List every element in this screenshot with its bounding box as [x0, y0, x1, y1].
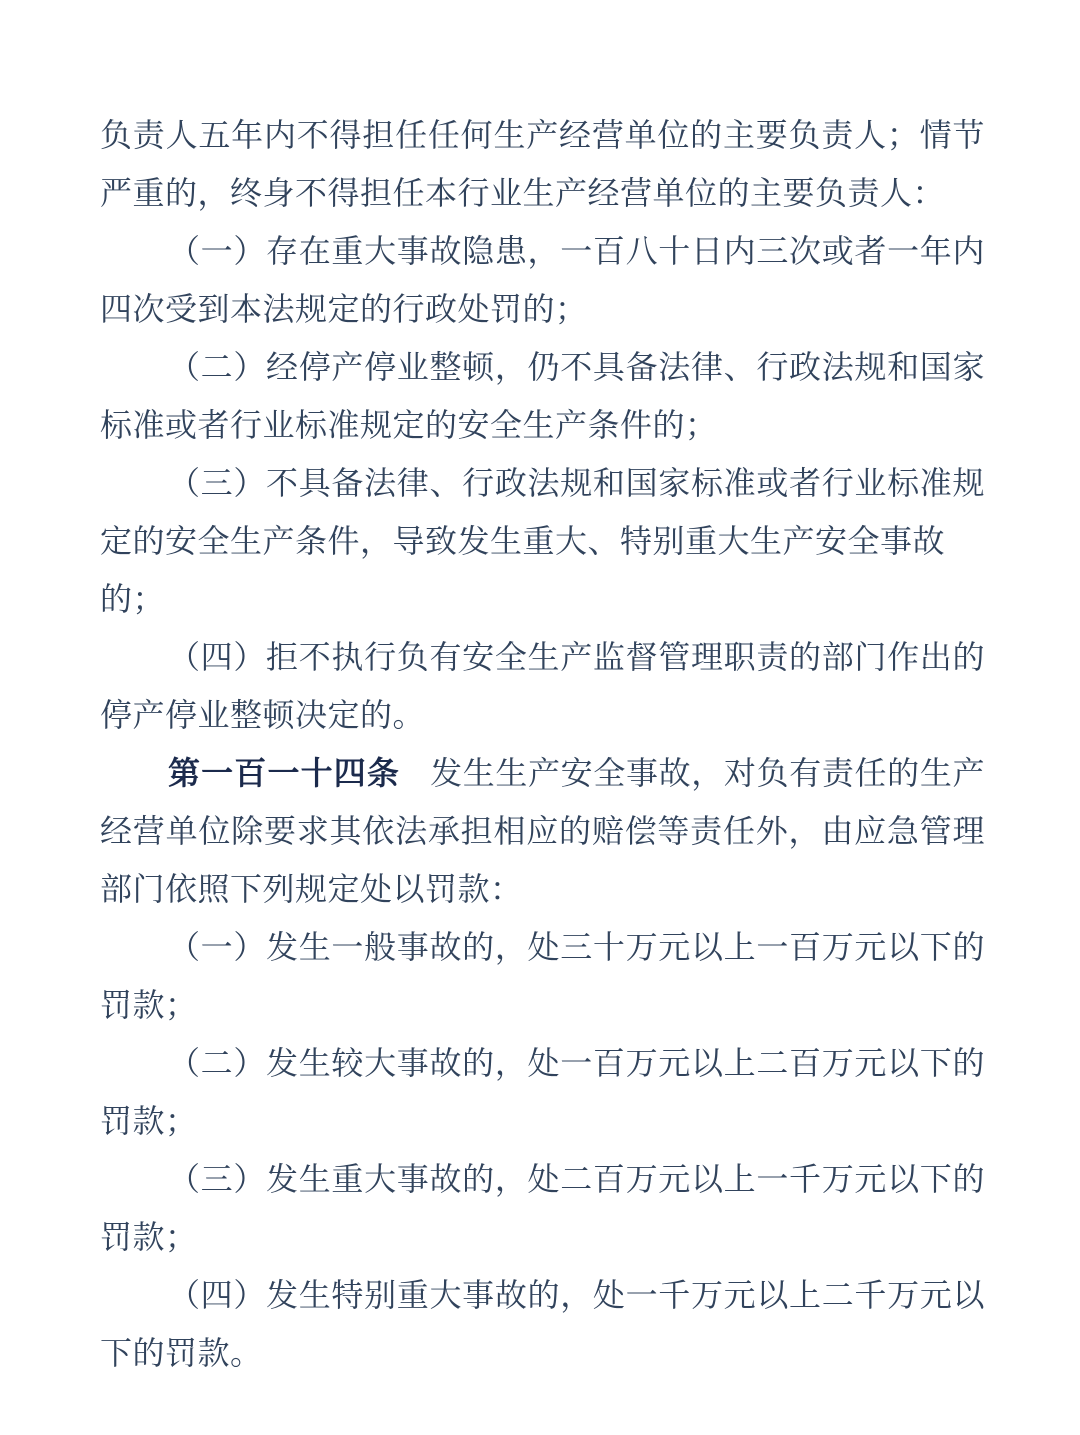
paragraph-item-1	[100, 222, 985, 338]
paragraph-item-4	[100, 628, 985, 744]
text-line: 停产停业整顿决定的。	[100, 696, 426, 734]
text-line: （二）发生较大事故的，处一百万元以上二百万元以下的	[168, 1044, 985, 1082]
paragraph-fine-item-1	[100, 918, 985, 1034]
text-line: 经营单位除要求其依法承担相应的赔偿等责任外，由应急管理	[100, 812, 985, 850]
text-line: 罚款；	[100, 1102, 198, 1140]
text-line: （二）经停产停业整顿，仍不具备法律、行政法规和国家	[168, 348, 985, 386]
text-line: 严重的，终身不得担任本行业生产经营单位的主要负责人：	[100, 174, 946, 212]
paragraph-fine-item-4	[100, 1266, 985, 1382]
paragraph-fine-item-3	[100, 1150, 985, 1266]
text-line: 四次受到本法规定的行政处罚的；	[100, 290, 588, 328]
paragraph-item-2	[100, 338, 985, 454]
text-line: （四）发生特别重大事故的，处一千万元以上二千万元以	[168, 1276, 985, 1314]
text-line: （一）存在重大事故隐患，一百八十日内三次或者一年内	[168, 232, 985, 270]
paragraph-item-3	[100, 454, 985, 628]
text-line: （四）拒不执行负有安全生产监督管理职责的部门作出的	[168, 638, 985, 676]
text-line: 下的罚款。	[100, 1334, 263, 1372]
text-line: 部门依照下列规定处以罚款：	[100, 870, 523, 908]
text-line	[100, 744, 985, 802]
text-line: 负责人五年内不得担任任何生产经营单位的主要负责人；情节	[100, 116, 985, 154]
text-line: （一）发生一般事故的，处三十万元以上一百万元以下的	[168, 928, 985, 966]
text-line: （三）不具备法律、行政法规和国家标准或者行业标准规	[168, 464, 985, 502]
text-line: 标准或者行业标准规定的安全生产条件的；	[100, 406, 718, 444]
text-line: 定的安全生产条件，导致发生重大、特别重大生产安全事故的；	[100, 522, 946, 618]
text-line: 罚款；	[100, 986, 198, 1024]
text-line: 罚款；	[100, 1218, 198, 1256]
paragraph-continuation	[100, 106, 985, 222]
article-lead-text: 发生生产安全事故，对负有责任的生产	[430, 754, 985, 792]
article-number: 第一百一十四条	[168, 754, 401, 792]
paragraph-fine-item-2	[100, 1034, 985, 1150]
text-line: （三）发生重大事故的，处二百万元以上一千万元以下的	[168, 1160, 985, 1198]
paragraph-article-114	[100, 744, 985, 918]
